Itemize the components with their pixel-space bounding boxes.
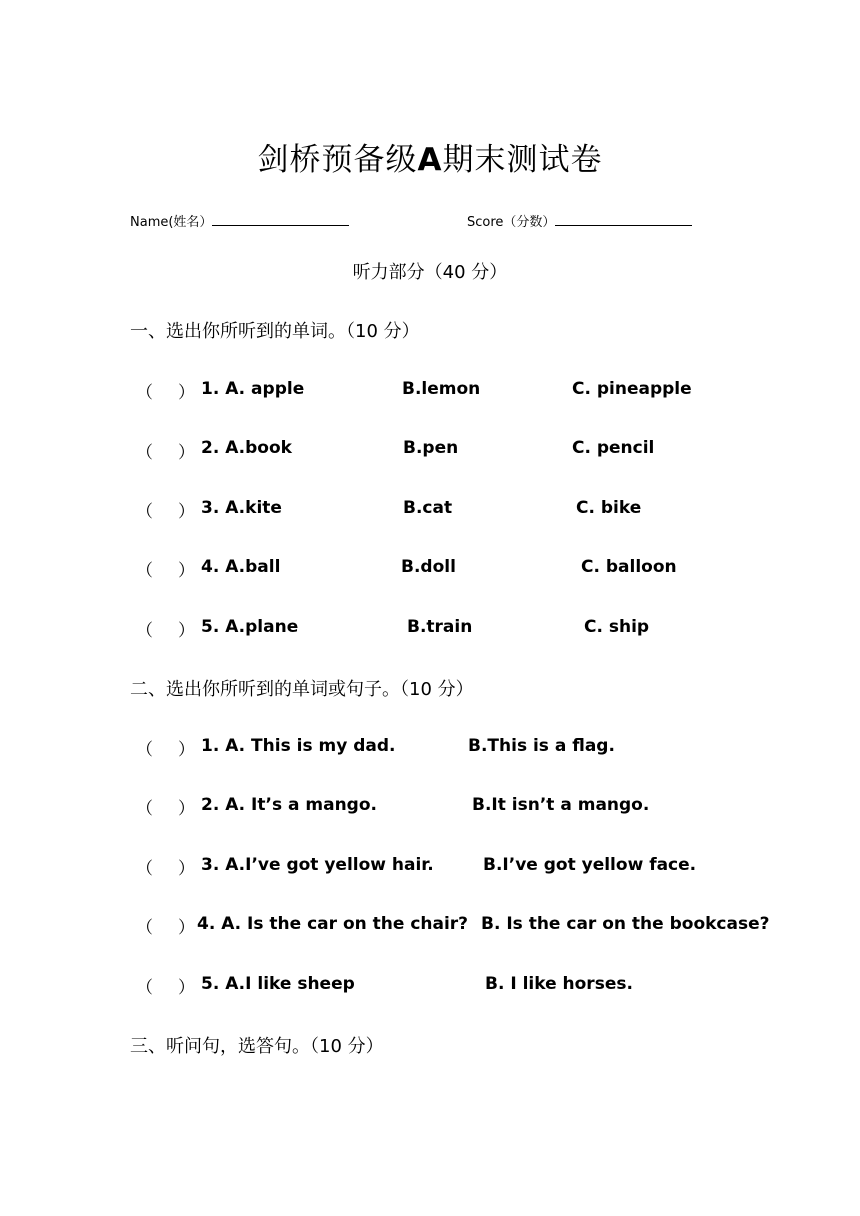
answer-paren-close: ） — [178, 978, 195, 998]
option-a: 3. A.kite — [201, 498, 282, 518]
answer-paren-open: （ — [136, 859, 153, 879]
name-field — [130, 211, 349, 230]
answer-paren-close: ） — [178, 383, 195, 403]
answer-paren-open: （ — [136, 621, 153, 641]
answer-paren-open: （ — [136, 978, 153, 998]
option-b: B.doll — [401, 557, 456, 577]
option-a: 3. A.I’ve got yellow hair. — [201, 855, 434, 875]
option-a: 2. A. It’s a mango. — [201, 795, 377, 815]
title-level: A — [417, 142, 443, 178]
option-b: B.cat — [403, 498, 453, 518]
score-label: Score（分数） — [467, 215, 556, 230]
option-a: 1. A. apple — [201, 379, 305, 399]
option-b: B.train — [407, 617, 473, 637]
option-c: C. pencil — [572, 438, 655, 458]
name-label: Name(姓名） — [130, 215, 213, 230]
page-title — [0, 134, 860, 179]
option-a: 4. A.ball — [201, 557, 281, 577]
option-b: B.lemon — [402, 379, 481, 399]
section3-heading: 三、听问句，选答句。（10 分） — [130, 1036, 384, 1057]
answer-paren-close: ） — [178, 799, 195, 819]
option-a: 1. A. This is my dad. — [201, 736, 396, 756]
option-b: B.pen — [403, 438, 459, 458]
section2-heading: 二、选出你所听到的单词或句子。（10 分） — [130, 679, 474, 700]
answer-paren-open: （ — [136, 443, 153, 463]
option-c: C. bike — [576, 498, 642, 518]
option-b: B.It isn’t a mango. — [472, 795, 650, 815]
answer-paren-close: ） — [178, 859, 195, 879]
answer-paren-open: （ — [136, 799, 153, 819]
option-c: C. pineapple — [572, 379, 692, 399]
title-prefix: 剑桥预备级 — [257, 142, 418, 178]
option-a: 2. A.book — [201, 438, 292, 458]
option-a: 5. A.I like sheep — [201, 974, 355, 994]
listening-header: 听力部分（40 分） — [352, 262, 508, 283]
option-b: B.This is a flag. — [468, 736, 615, 756]
answer-paren-close: ） — [178, 502, 195, 522]
score-field — [467, 211, 692, 230]
answer-paren-close: ） — [178, 621, 195, 641]
option-a: 5. A.plane — [201, 617, 299, 637]
answer-paren-open: （ — [136, 502, 153, 522]
answer-paren-open: （ — [136, 561, 153, 581]
option-a: 4. A. Is the car on the chair? — [197, 914, 469, 934]
title-suffix: 期末测试卷 — [442, 142, 603, 178]
answer-paren-close: ） — [178, 918, 195, 938]
answer-paren-close: ） — [178, 443, 195, 463]
answer-paren-close: ） — [178, 740, 195, 760]
answer-paren-open: （ — [136, 383, 153, 403]
option-b: B. I like horses. — [485, 974, 633, 994]
answer-paren-close: ） — [178, 561, 195, 581]
section1-heading: 一、选出你所听到的单词。（10 分） — [130, 321, 420, 342]
name-blank[interactable] — [212, 211, 349, 226]
option-b: B.I’ve got yellow face. — [483, 855, 697, 875]
score-blank[interactable] — [555, 211, 692, 226]
option-c: C. ship — [584, 617, 650, 637]
answer-paren-open: （ — [136, 918, 153, 938]
option-c: C. balloon — [581, 557, 677, 577]
answer-paren-open: （ — [136, 740, 153, 760]
option-b: B. Is the car on the bookcase? — [481, 914, 770, 934]
